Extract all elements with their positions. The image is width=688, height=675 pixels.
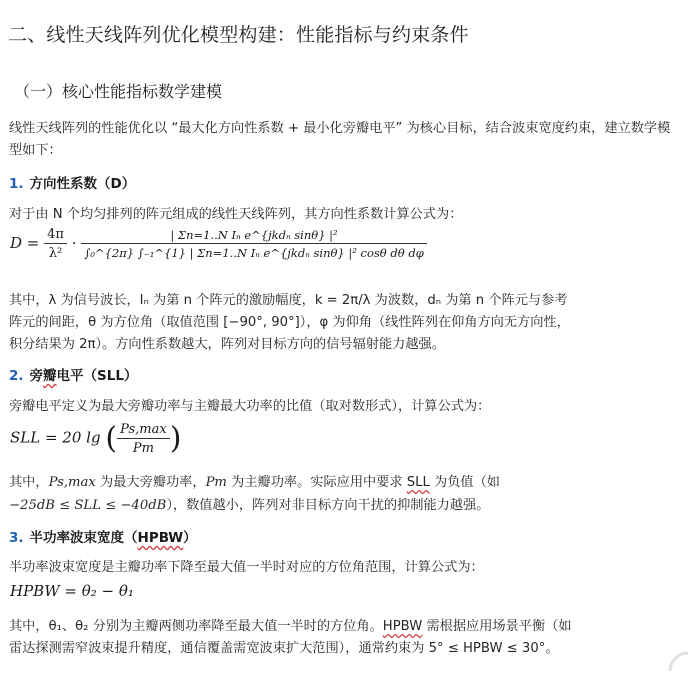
text-run: ），数值越小，阵列对非目标方向干扰的抑制能力越强。: [166, 498, 490, 513]
hpbw-formula-text: HPBW = θ₂ − θ₁: [10, 582, 134, 600]
intro-paragraph: 线性天线阵列的性能优化以 “最大化方向性系数 + 最小化旁瓣电平” 为核心目标，结合波束宽度约束，建立数学模型如下：: [9, 121, 671, 158]
section-title-text: 方向性系数（D）: [29, 176, 136, 192]
directivity-fraction: [81, 228, 426, 260]
section-2-title: [9, 364, 137, 384]
subsection-heading: （一）核心性能指标数学建模: [14, 82, 223, 101]
hpbw-term: HPBW: [382, 619, 423, 634]
section-1-desc-line-3: 积分结果为 2π）。方向性系数越大，阵列对目标方向的信号辐射能力越强。: [9, 337, 445, 352]
math-sll-range: −25dB ≤ SLL ≤ −40dB: [9, 498, 167, 513]
directivity-formula: [10, 227, 427, 261]
section-number: 3.: [9, 530, 24, 546]
sll-formula: [10, 421, 181, 456]
section-title-text-b: HPBW: [137, 530, 184, 546]
section-1-desc-line-1: 其中，λ 为信号波长，Iₙ 为第 n 个阵元的激励幅度，k = 2π/λ 为波数，dₙ 为第 n 个阵元与参考: [9, 293, 568, 308]
section-title-text-c: ）: [183, 530, 197, 546]
section-3-desc-line-2: 雷达探测需窄波束提升精度，通信覆盖需宽波束扩大范围），通常约束为 5° ≤ HPBW ≤ 30°。: [9, 641, 559, 656]
formula-lhs: SLL = 20 lg: [10, 428, 101, 447]
section-3-lead: 半功率波束宽度是主瓣功率下降至最大值一半时对应的方位角范围，计算公式为：: [9, 560, 484, 575]
coefficient-denominator: λ²: [48, 246, 63, 261]
text-run: 其中，θ₁、θ₂ 分别为主瓣两侧功率降至最大值一半时的方位角。: [9, 619, 383, 634]
coefficient-numerator: 4π: [44, 227, 67, 244]
section-number: 1.: [9, 176, 24, 192]
formula-dot: ·: [71, 234, 77, 252]
section-title-text-a: 旁: [29, 368, 44, 384]
fraction-numerator: | Σn=1..N Iₙ e^{jkdₙ sinθ} |²: [81, 228, 426, 244]
left-paren: (: [105, 421, 118, 456]
section-title-text-a: 半功率波束宽度（: [29, 530, 138, 546]
sll-term: SLL: [406, 475, 430, 490]
section-3-desc-line-1: [9, 615, 572, 634]
section-title-text-c: 电平（SLL）: [56, 368, 138, 384]
section-title-text-b: 瓣: [43, 368, 57, 384]
sll-fraction: [117, 422, 170, 456]
math-ps-max: Ps,max: [48, 475, 96, 490]
section-1-desc-line-2: 阵元的间距，θ 为方位角（取值范围 [−90°, 90°]），φ 为仰角（线性阵列在仰角方向无方向性，: [9, 315, 570, 330]
fraction-numerator: Ps,max: [117, 422, 170, 439]
coefficient-fraction: [44, 227, 67, 261]
math-pm: Pm: [205, 475, 227, 490]
fraction-denominator: ∫₀^{2π} ∫₋₁^{1} | Σn=1..N Iₙ e^{jkdₙ sinθ} |² cosθ dθ dφ: [84, 246, 424, 260]
section-1-lead: 对于由 N 个均匀排列的阵元组成的线性天线阵列，其方向性系数计算公式为：: [9, 207, 463, 222]
corner-arc-icon: [666, 649, 688, 675]
hpbw-formula: [10, 582, 134, 600]
section-2-desc-line-1: [9, 471, 500, 490]
text-run: 为主瓣功率。实际应用中要求: [226, 475, 407, 490]
text-run: 其中，: [9, 475, 49, 490]
text-run: 为最大旁瓣功率，: [95, 475, 206, 490]
right-paren: ): [169, 421, 182, 456]
section-2-lead: 旁瓣电平定义为最大旁瓣功率与主瓣最大功率的比值（取对数形式），计算公式为：: [9, 399, 491, 414]
text-run: 为负值（如: [429, 475, 500, 490]
formula-lhs: D =: [10, 234, 40, 252]
section-number: 2.: [9, 368, 24, 384]
section-3-title: [9, 526, 197, 546]
section-1-title: [9, 172, 135, 192]
text-run: 需根据应用场景平衡（如: [422, 619, 572, 634]
section-2-desc-line-2: [9, 494, 489, 513]
section-heading: 二、线性天线阵列优化模型构建：性能指标与约束条件: [8, 24, 469, 46]
fraction-denominator: Pm: [132, 440, 154, 456]
